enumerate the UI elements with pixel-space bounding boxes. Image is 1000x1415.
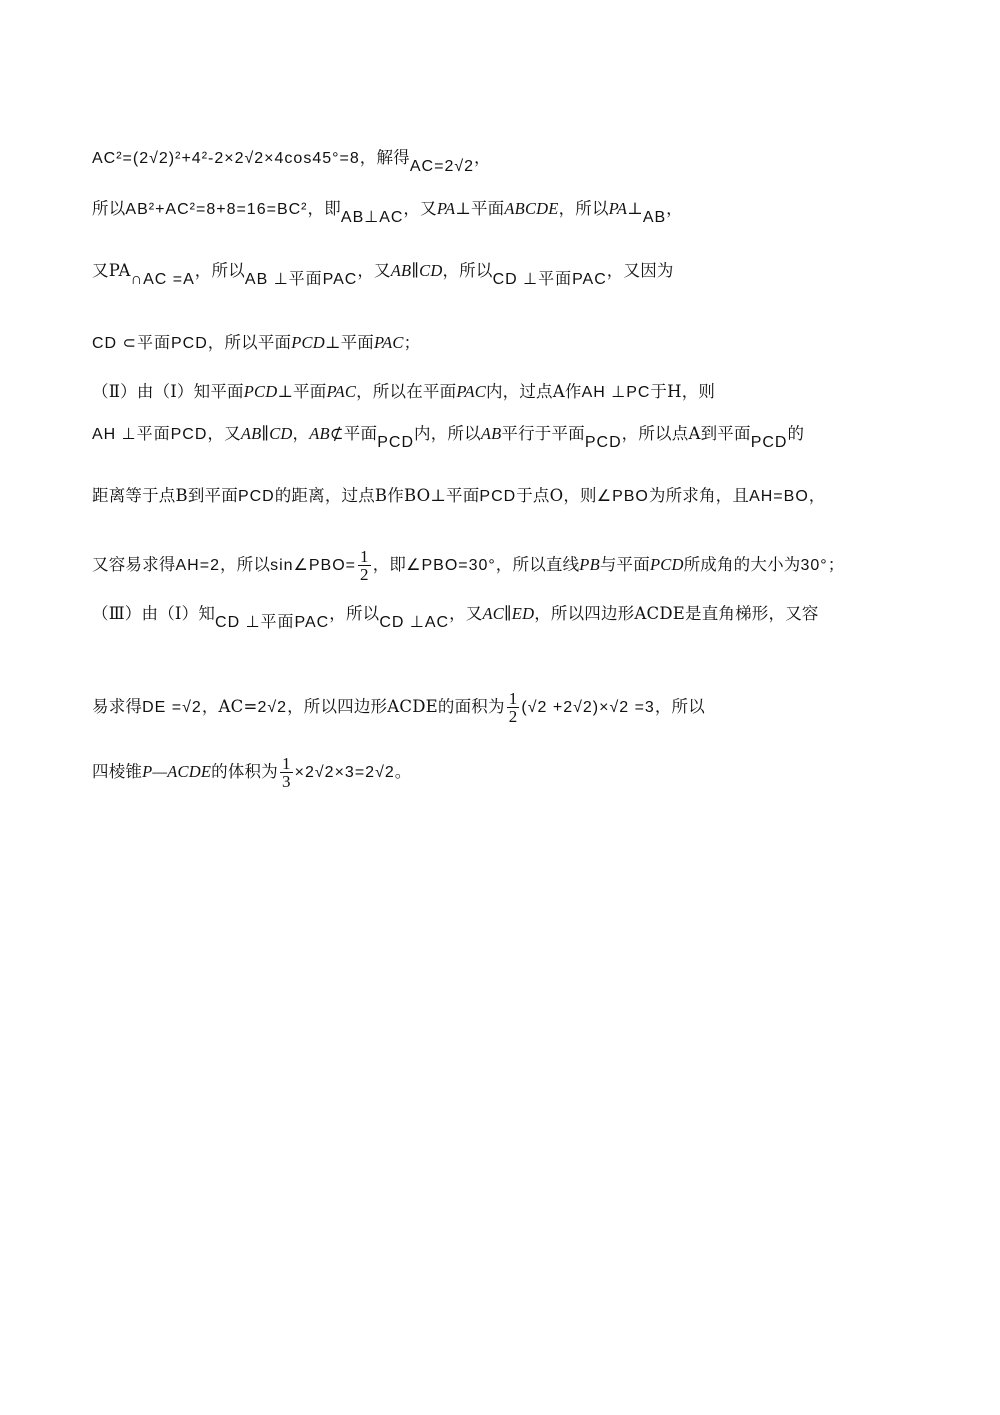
math-variable: PCD bbox=[649, 555, 684, 574]
text-run: ，所以 bbox=[219, 555, 271, 574]
text-run: 距离等于点B到平面 bbox=[92, 486, 238, 505]
math-expression: AB ⊥平面PAC bbox=[244, 271, 358, 288]
math-variable: AB bbox=[309, 424, 330, 443]
text-run: ； bbox=[403, 333, 421, 352]
text-run: 。 bbox=[394, 762, 412, 781]
text-run: 与平面 bbox=[599, 555, 650, 574]
math-variable: PAC bbox=[373, 333, 404, 352]
text-run: ， bbox=[474, 148, 491, 167]
text-run: ⊥平面 bbox=[324, 333, 374, 352]
text-run: ， bbox=[808, 486, 826, 505]
text-run: ⊥平面 bbox=[277, 382, 327, 401]
math-expression: (√2 +2√2)×√2 =3 bbox=[521, 699, 655, 716]
solution-line-11 bbox=[92, 755, 922, 790]
text-run: ，所以 bbox=[194, 261, 245, 280]
text-run: 于H，则 bbox=[650, 382, 716, 401]
math-expression: PCD bbox=[377, 434, 414, 451]
math-expression: PCD bbox=[237, 488, 275, 505]
text-run: ，所以四边形ACDE的面积为 bbox=[287, 697, 505, 716]
math-expression: AB⊥AC bbox=[340, 209, 404, 226]
text-run: ， bbox=[666, 199, 683, 218]
text-run: ， bbox=[292, 424, 310, 443]
text-run: 所成角的大小为 bbox=[683, 555, 801, 574]
text-run: ，解得 bbox=[359, 148, 410, 167]
text-run: ，所以在平面 bbox=[356, 382, 457, 401]
math-variable: AB∥CD bbox=[240, 424, 293, 443]
solution-line-9 bbox=[92, 603, 922, 631]
math-variable: PCD bbox=[291, 333, 325, 352]
math-expression: CD ⊥AC bbox=[379, 614, 450, 631]
math-expression: PCD bbox=[584, 434, 622, 451]
math-expression: 30° bbox=[800, 557, 828, 574]
math-variable: PAC bbox=[456, 382, 486, 401]
text-run: ，所以点A到平面 bbox=[621, 424, 751, 443]
math-variable: PCD bbox=[243, 382, 278, 401]
math-expression: sin∠PBO= bbox=[270, 557, 357, 574]
text-run: ，又 bbox=[403, 199, 437, 218]
math-expression: PCD bbox=[750, 434, 788, 451]
math-expression: CD ⊥平面PAC bbox=[492, 271, 607, 288]
text-run: 内，过点A作 bbox=[485, 382, 582, 401]
text-run: （Ⅱ）由（Ⅰ）知平面 bbox=[92, 382, 244, 401]
text-run: 的体积为 bbox=[211, 762, 278, 781]
fraction: $\frac{1}{3}$ bbox=[281, 754, 291, 791]
text-run: ，即 bbox=[372, 555, 407, 574]
text-run: 又容易求得 bbox=[92, 555, 176, 574]
math-expression: AB bbox=[642, 209, 667, 226]
text-run: 的距离，过点B作BO⊥平面 bbox=[274, 486, 480, 505]
solution-line-7 bbox=[92, 485, 922, 508]
math-expression: AH=2 bbox=[175, 557, 220, 574]
math-expression: AC=2√2 bbox=[409, 158, 475, 175]
math-expression: ∩AC =A bbox=[130, 271, 195, 288]
text-run: ，所以 bbox=[442, 261, 493, 280]
solution-line-3 bbox=[92, 260, 922, 288]
text-run: 的 bbox=[787, 424, 805, 443]
math-expression: PCD bbox=[479, 488, 517, 505]
solution-line-8 bbox=[92, 548, 922, 583]
math-variable: AC∥ED bbox=[482, 604, 535, 623]
text-run: 易求得 bbox=[92, 697, 143, 716]
solution-line-1 bbox=[92, 147, 922, 175]
text-run: ，所以直线 bbox=[495, 555, 580, 574]
text-run: 四棱锥 bbox=[92, 762, 143, 781]
text-run: ，所以 bbox=[558, 199, 609, 218]
text-run: ，AC= bbox=[201, 697, 258, 716]
text-run: ，又 bbox=[207, 424, 241, 443]
text-run: 内，所以 bbox=[414, 424, 481, 443]
text-run: ，所以平面 bbox=[207, 333, 292, 352]
math-variable: P—ACDE bbox=[142, 762, 212, 781]
math-variable: PA bbox=[436, 199, 456, 218]
math-variable: ABCDE bbox=[504, 199, 559, 218]
text-run: ，所以 bbox=[329, 604, 380, 623]
text-run: 平行于平面 bbox=[501, 424, 585, 443]
math-expression: AH ⊥平面PCD bbox=[92, 426, 208, 443]
text-run: ，又 bbox=[449, 604, 483, 623]
math-expression: 2√2 bbox=[257, 699, 288, 716]
math-expression: ×2√2×3=2√2 bbox=[294, 764, 395, 781]
math-expression: AC²=(2√2)²+4²-2×2√2×4cos45°=8 bbox=[92, 150, 360, 167]
fraction: $\frac{1}{2}$ bbox=[508, 689, 518, 726]
text-run: ，又因为 bbox=[606, 261, 674, 280]
text-run: ，即 bbox=[307, 199, 341, 218]
math-expression: ∠PBO bbox=[596, 488, 649, 505]
text-run: ； bbox=[827, 555, 845, 574]
math-expression: AB²+AC²=8+8=16=BC² bbox=[125, 201, 308, 218]
solution-line-5 bbox=[92, 381, 922, 404]
math-expression: ∠PBO=30° bbox=[406, 557, 496, 574]
text-run: ⊥平面 bbox=[455, 199, 505, 218]
solution-line-6 bbox=[92, 423, 922, 451]
solution-line-2 bbox=[92, 198, 922, 226]
solution-line-4 bbox=[92, 332, 922, 355]
math-expression: CD ⊂平面PCD bbox=[92, 335, 208, 352]
math-expression: DE =√2 bbox=[142, 699, 202, 716]
math-variable: PA bbox=[608, 199, 628, 218]
math-variable: PAC bbox=[326, 382, 357, 401]
text-run: 为所求角，且 bbox=[648, 486, 750, 505]
math-variable: AB∥CD bbox=[390, 261, 443, 280]
text-run: ，所以四边形ACDE是直角梯形，又容 bbox=[534, 604, 819, 623]
text-run: ⊥ bbox=[627, 199, 643, 218]
math-variable: AB bbox=[480, 424, 502, 443]
text-run: ，又 bbox=[357, 261, 391, 280]
math-expression: CD ⊥平面PAC bbox=[215, 614, 330, 631]
math-expression: AH ⊥PC bbox=[581, 384, 651, 401]
text-run: ⊄平面 bbox=[329, 424, 378, 443]
text-run: （Ⅲ）由（Ⅰ）知 bbox=[92, 604, 216, 623]
solution-line-10 bbox=[92, 690, 922, 725]
text-run: 所以 bbox=[92, 199, 126, 218]
math-variable: PB bbox=[579, 555, 600, 574]
text-run: 于点O，则 bbox=[516, 486, 597, 505]
math-expression: AH=BO bbox=[749, 488, 809, 505]
fraction: $\frac{1}{2}$ bbox=[360, 547, 369, 584]
text-run: 又PA bbox=[92, 261, 131, 280]
text-run: ，所以 bbox=[654, 697, 705, 716]
